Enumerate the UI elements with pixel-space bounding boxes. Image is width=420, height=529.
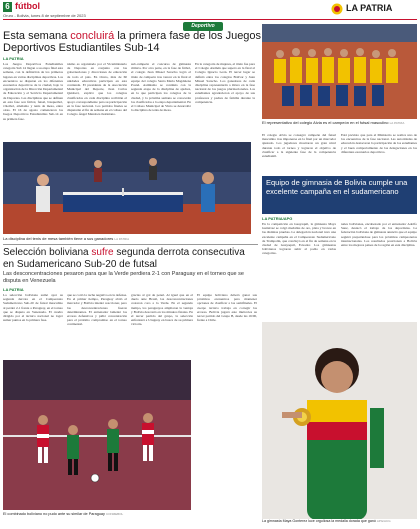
photo3-credit: CONMEBOL: [106, 512, 124, 516]
dateline: Oruro - Bolivia, lunes 8 de septiembre de 2023: [3, 13, 86, 18]
photo2-caption: El representativo del colegio Alvia es el campeón en el futsal masculino LA PATRIA: [262, 120, 405, 125]
story3-divider: [3, 244, 258, 245]
section-label: fútbol: [15, 1, 40, 11]
masthead-logo-icon: [331, 2, 343, 14]
story1-column-4: En la categoría de mujeres, el título fue para el Colegio Alemán que superó en la final al Colegio Ignacio León. El tercer lugar se definió entre los colegios Bolívar y Juan Misael Saracho. Los ganadores de cada disciplina representarán a Oruro en la fase nacional de los juegos plurinacionales. Los estudiantes agradecieron el apoyo de sus profesores y padres de familia durante la competencia.: [195, 62, 255, 104]
story3-subhead: Las desconcentraciones pesaron para que la Verde perdiera 2-1 con Paraguay en el torneo que se disputa en Venezuela: [3, 271, 244, 284]
story3-column-1: La selección boliviana sumó ayer su segunda derrota en el Campeonato Sudamericano Sub-20 de futsal masculino al perder 2-1 frente a Paraguay, en el torneo que se disputa en Venezuela. El cuadro dirigido por el técnico nacional no logró sumar puntos en la primera fase.: [3, 293, 63, 323]
photo1-caption: La disciplina del tenis de mesa también tiene a sus ganadores LA PATRIA: [3, 236, 130, 241]
story1-byline: LA PATRIA: [3, 56, 24, 61]
story2-headline: Equipo de gimnasia de Bolivia cumple una excelente campaña en el sudamericano: [266, 178, 408, 196]
photo2-credit: LA PATRIA: [389, 121, 405, 125]
story3-headline-emphasis: sufre: [91, 247, 114, 258]
story1-column-6: Está previsto que para el Ministerio se realice uno de los encuentros de la fase nacional. Las autoridades de educación destacaron la participación de los estudiantes y el buen comportamiento de las delegaciones en los diferentes escenarios deportivos.: [341, 133, 417, 154]
story3-column-2: que se cortó la racha negativa en la defensa. En el primer tiempo, Paraguay abrió el marcador y Bolivia intentó reaccionar, pero las desconcentraciones fueron determinantes. El entrenador lamentó los errores defensivos y pidió concentración para el próximo compromiso en el torneo continental.: [67, 293, 127, 327]
story1-column-5: El colegio Alvia se consagró campeón del futsal masculino tras imponerse en la final por un marcador ajustado. Los jugadores mostraron un gran nivel durante todo el torneo y lograron el objetivo de clasificar a la siguiente fase de la competencia estudiantil.: [262, 133, 336, 159]
story1-column-2: nismo es organizado por el Viceministerio de Deportes en conjunto con las gobernaciones y direcciones de educación de todo el país. En Oruro, más de 60 unidades educativas participan en esta contienda. El presidente de la Asociación Municipal del Deporte, Juan Carlos Quisbert, explicó que los colegios clasificados en cada disciplina recibirán el apoyo correspondiente para su participación en la fase nacional. Los partidos finales se disputarán el fin de semana en el coliseo del Colegio Ángel Mendoza Justiniano.: [67, 62, 127, 117]
photo-futsal-team: [262, 24, 417, 119]
photo-table-tennis: [3, 142, 251, 234]
story3-column-4: El equipo boliviano deberá ganar sus próximos encuentros para mantener opciones de clasificar a las semifinales. El cuerpo técnico trabaja en corregir los errores. Bolivia jugará este miércoles su tercer partido del Grupo B, desde las 16:00, frente a Chile.: [197, 293, 257, 323]
story2-headline-box: [262, 176, 417, 214]
photo1-credit: LA PATRIA: [114, 237, 130, 241]
story1-headline-part-a: Esta semana: [3, 30, 71, 42]
story2-column-1: En la competición en Guayaquil, la gimnasta Maya Gutiérrez se colgó medallas de oro, plata y bronce en las distintas pruebas. La delegación nacional tuvo una excelente campaña en el Campeonato Sudamericano de Trampolín, que concluyó en el fin de semana en la ciudad de Guayaquil, Ecuador. Los gimnastas bolivianos lograron subir al podio en varias categorías.: [262, 222, 336, 256]
story1-headline: [3, 30, 303, 54]
story2-column-2: nales bolivianas, encabezado por el entrenador Adolfo Sanz, destacó el trabajo de los deportistas. La federación boliviana de gimnasia anunció que el equipo seguirá preparándose para los próximos campeonatos internacionales. Los resultados posicionan a Bolivia entre los mejores países de la región en esta disciplina.: [341, 222, 417, 248]
header-rule: [3, 19, 417, 20]
story1-column-3: sub-campeón el concurso de gimnasia rítmica. Por otra parte, en la fase de fútbol, el colegio Juan Misael Saracho logró el título de campeón tras vencer en la final al equipo del colegio Santa María Magdalena Postel. Asimismo se continúa con la segunda etapa de la disciplina de ajedrez, en la que participan los colegios de la ciudad, y la próxima semana se conocerán los clasificados a la etapa departamental. En el Coliseo Municipal de Vinto se desarrolló la disciplina de tenis de mesa.: [131, 62, 191, 113]
story2-byline: LA PATRIA/APG: [262, 216, 293, 221]
photo-gymnast: [262, 322, 417, 519]
gymnast-photo-credit: APG/ACG: [376, 519, 391, 523]
masthead: LA PATRIA: [346, 3, 393, 13]
story3-headline: [3, 247, 258, 270]
story1-headline-emphasis: concluirá: [70, 30, 115, 42]
photo3-caption: El combinado boliviano no pudo ante su similar de Paraguay CONMEBOL: [3, 512, 124, 516]
story3-byline: LA PATRIA: [3, 287, 24, 292]
page-number: 6: [3, 2, 12, 12]
section-banner: Deportivo: [183, 22, 223, 31]
photo-gymnast-caption: La gimnasta Maya Gonterez luce orgullosa la medalla dorada que ganó APG/ACG: [262, 519, 391, 523]
story1-column-1: Los Juegos Deportivos Estudiantiles categoría Sub 14 llegan a su etapa final esta semana, con la definición de los primeros lugares en varias disciplinas deportivas. Los encuentros se disputan en los diferentes escenarios deportivos de la ciudad, bajo la organización de la Dirección Departamental de Educación y el Servicio Departamental de Deportes. Las disciplinas que se definen en esta fase son fútbol, futsal, básquetbol, vóleibol, atletismo y tenis de mesa, entre otras. El 16 de agosto comenzaron los Juegos Deportivos Estudiantiles Sub-14 en su primera fase.: [3, 62, 63, 121]
story3-headline-part-c: segunda derrota consecutiva en Sudamericano Sub-20 de futsal: [3, 247, 245, 270]
story3-headline-part-a: Selección boliviana: [3, 247, 92, 258]
photo-futsal-match: [3, 360, 191, 510]
story1-headline-part-c: la primera fase de los Juegos Deportivos Estudiantiles Sub-14: [3, 30, 262, 54]
story3-column-3: gracias al gol de penal. Al igual que en el duelo ante Brasil, las desconcentraciones costaron caro a la Verde. En el segundo tiempo, los paraguayos ampliaron la ventaja y Bolivia descontó en los minutos finales. En el tercer partido del grupo, la selección enfrentará a Uruguay en busca de su primera victoria.: [131, 293, 193, 327]
